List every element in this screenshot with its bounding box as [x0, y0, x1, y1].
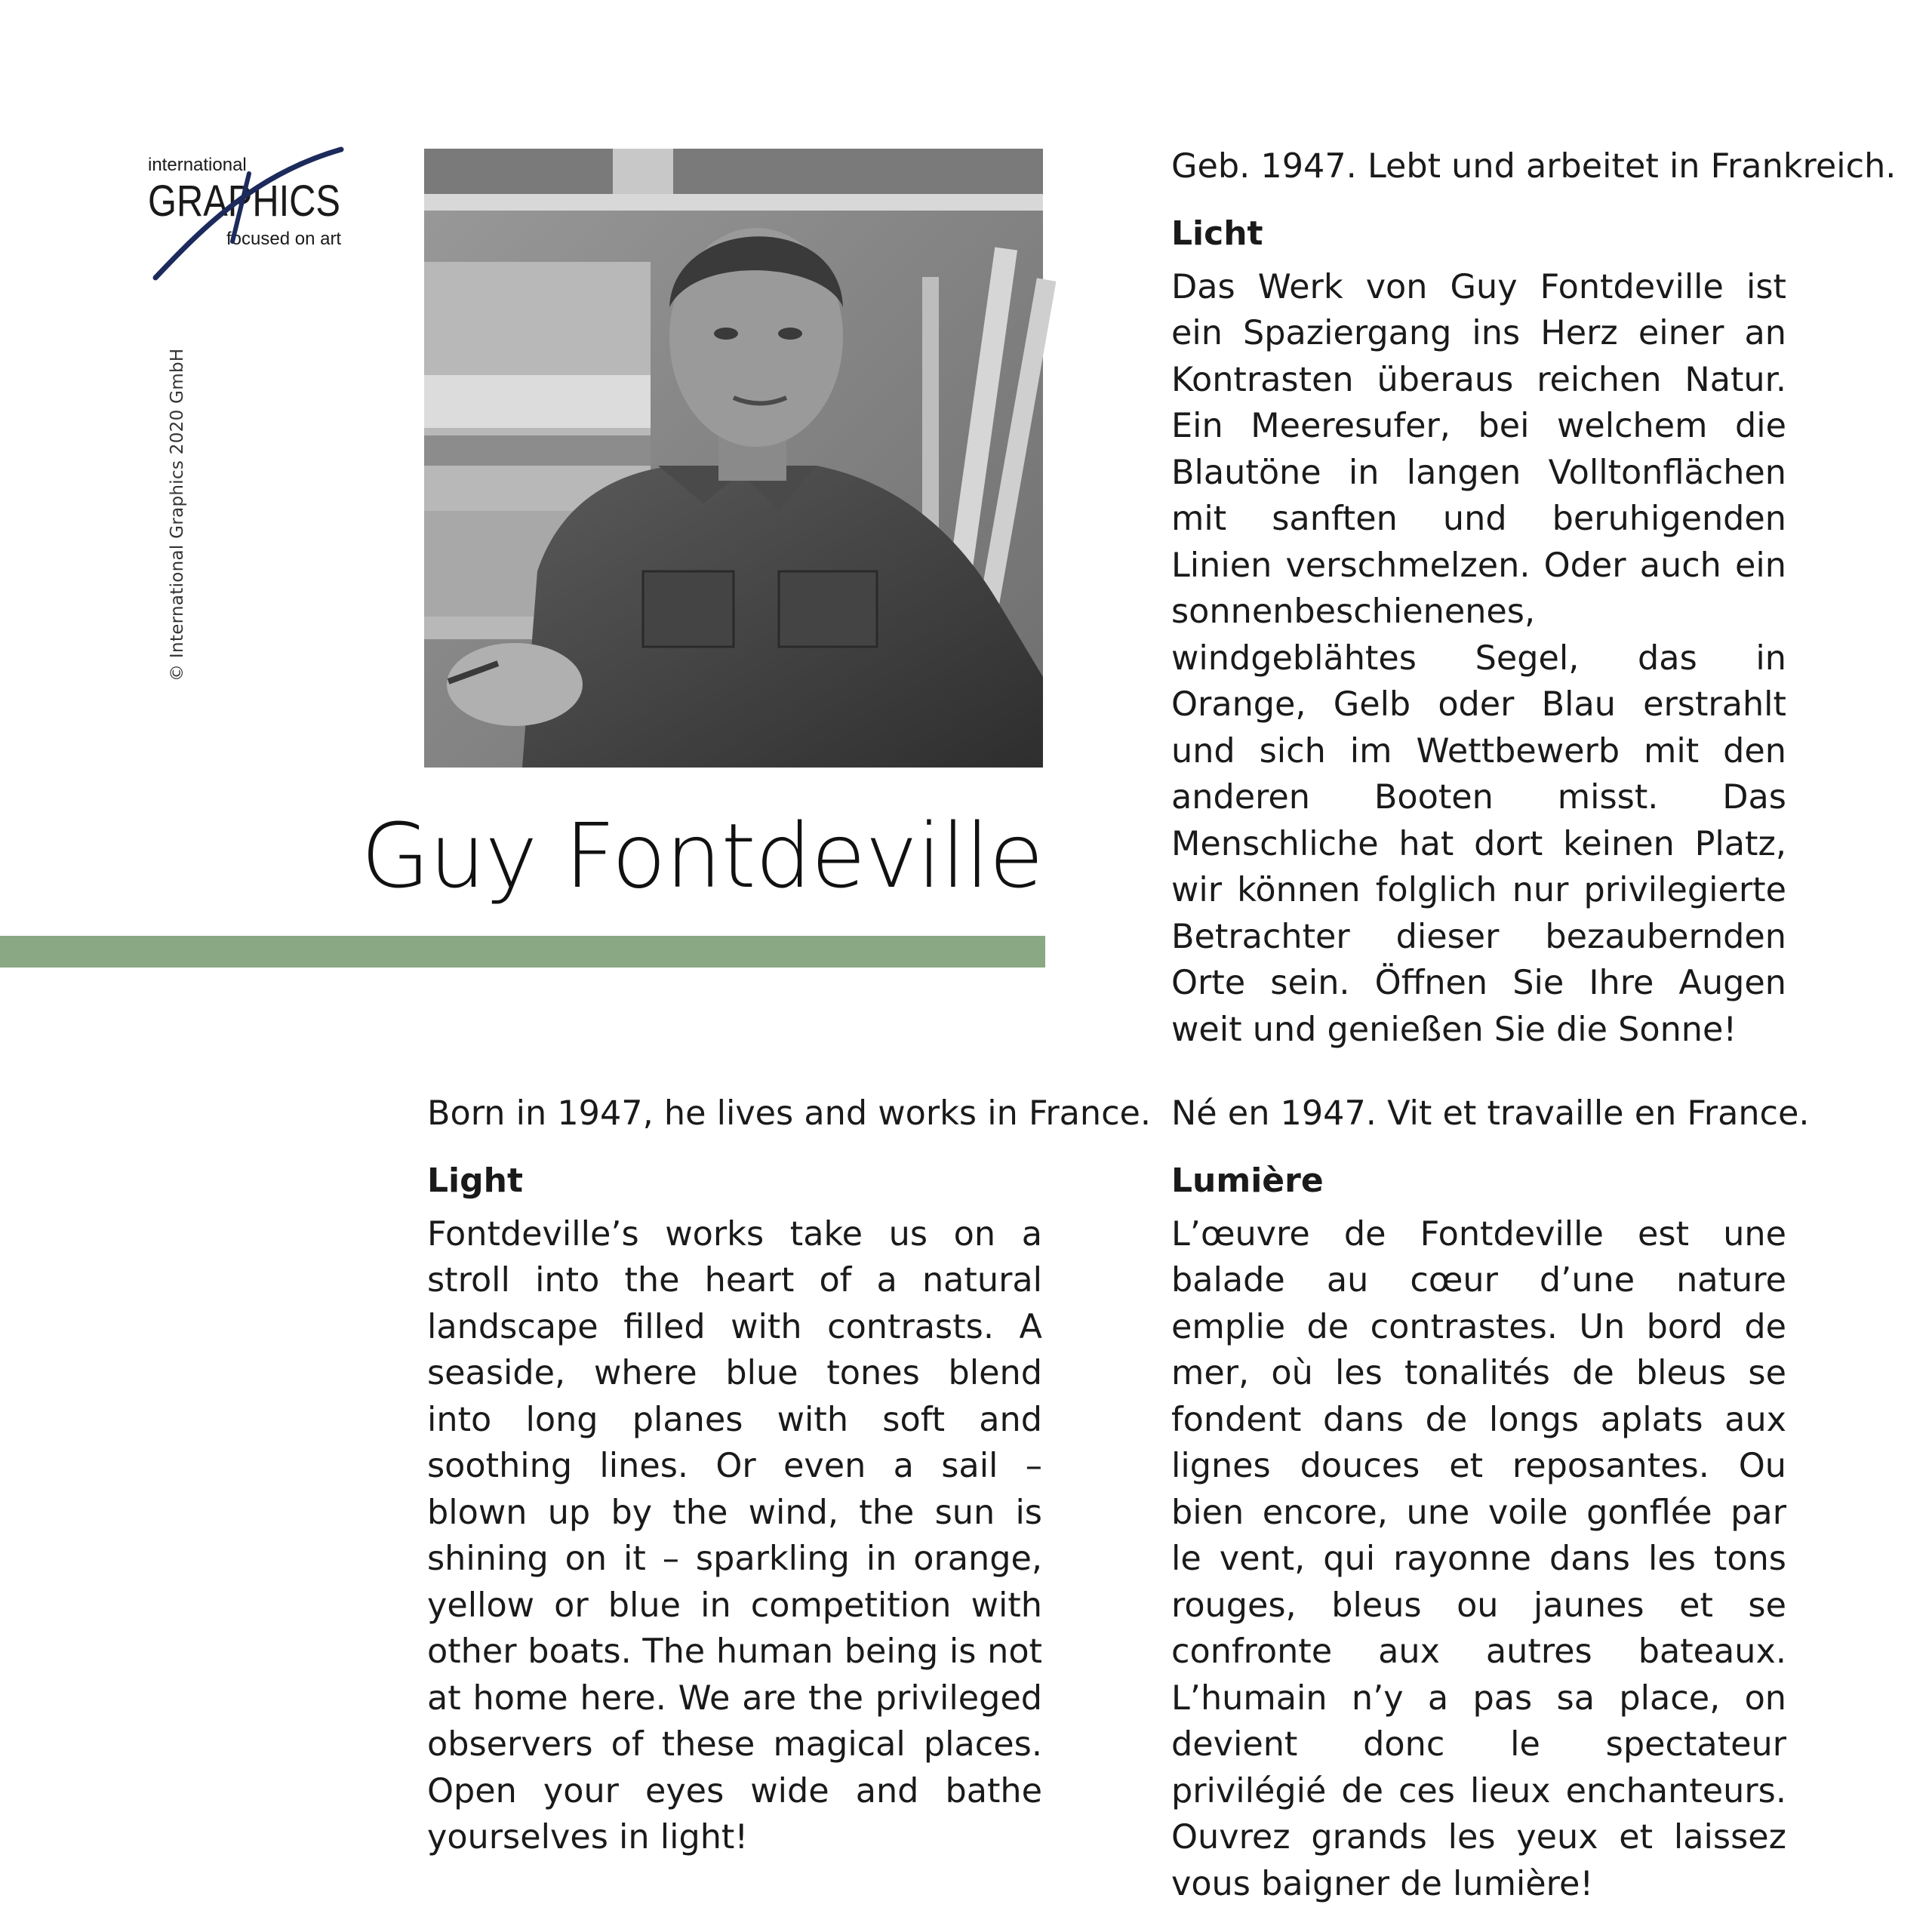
logo-top-text: international [148, 155, 247, 175]
english-body: Fontdeville’s works take us on a stroll into the heart of a natural landscape filled with contrasts. A seaside, where blue tones blend into long planes with soft and soothing lines. Or even a sail – blown up by the wind, the sun is shining on it – sparkling in orange, yellow or blue in competition with other boats. The human being is not at home here. We are the privileged observers of these magical places. Open your eyes wide and bathe yourselves in light! [427, 1214, 1042, 1857]
logo-main-text: GRAPHICS [148, 177, 340, 226]
english-heading: Light [427, 1161, 523, 1200]
company-logo [143, 143, 347, 294]
english-intro: Born in 1947, he lives and works in France. [427, 1094, 1152, 1133]
logo-tagline: focused on art [226, 229, 342, 249]
accent-bar [0, 936, 1045, 968]
artist-name: Guy Fontdeville [361, 804, 1043, 908]
german-intro: Geb. 1947. Lebt und arbeitet in Frankreich. [1171, 147, 1897, 186]
artist-portrait [424, 149, 1043, 768]
copyright-notice: © International Graphics 2020 GmbH [168, 348, 187, 681]
german-text-column [1171, 143, 1897, 1053]
french-heading: Lumière [1171, 1161, 1324, 1200]
german-heading: Licht [1171, 214, 1263, 253]
german-body: Das Werk von Guy Fontdeville ist ein Spaziergang ins Herz einer an Kontrasten überaus reichen Natur. Ein Meeresufer, bei welchem die Blautöne in langen Volltonflächen mit sanften und beruhigenden Linien verschmelzen. Oder auch ein sonnenbeschienenes, windgeblähtes Segel, das in Orange, Gelb oder Blau erstrahlt und sich im Wettbewerb mit den anderen Booten misst. Das Menschliche hat dort keinen Platz, wir können folglich nur privilegierte Betrachter dieser bezaubernden Orte sein. Öffnen Sie Ihre Augen weit und genießen Sie die Sonne! [1171, 267, 1786, 1049]
french-text-column [1171, 1091, 1810, 1907]
french-body: L’œuvre de Fontdeville est une balade au cœur d’une nature emplie de contrastes. Un bord de mer, où les tonalités de bleus se fondent dans de longs aplats aux lignes douces et reposantes. Ou bien encore, une voile gonflée par le vent, qui rayonne dans les tons rouges, bleus ou jaunes et se confronte aux autres bateaux. L’humain n’y a pas sa place, on devient donc le spectateur privilégié de ces lieux enchanteurs. Ouvrez grands les yeux et laissez vous baigner de lumière! [1171, 1214, 1786, 1903]
english-text-column [427, 1091, 1152, 1861]
french-intro: Né en 1947. Vit et travaille en France. [1171, 1094, 1810, 1133]
